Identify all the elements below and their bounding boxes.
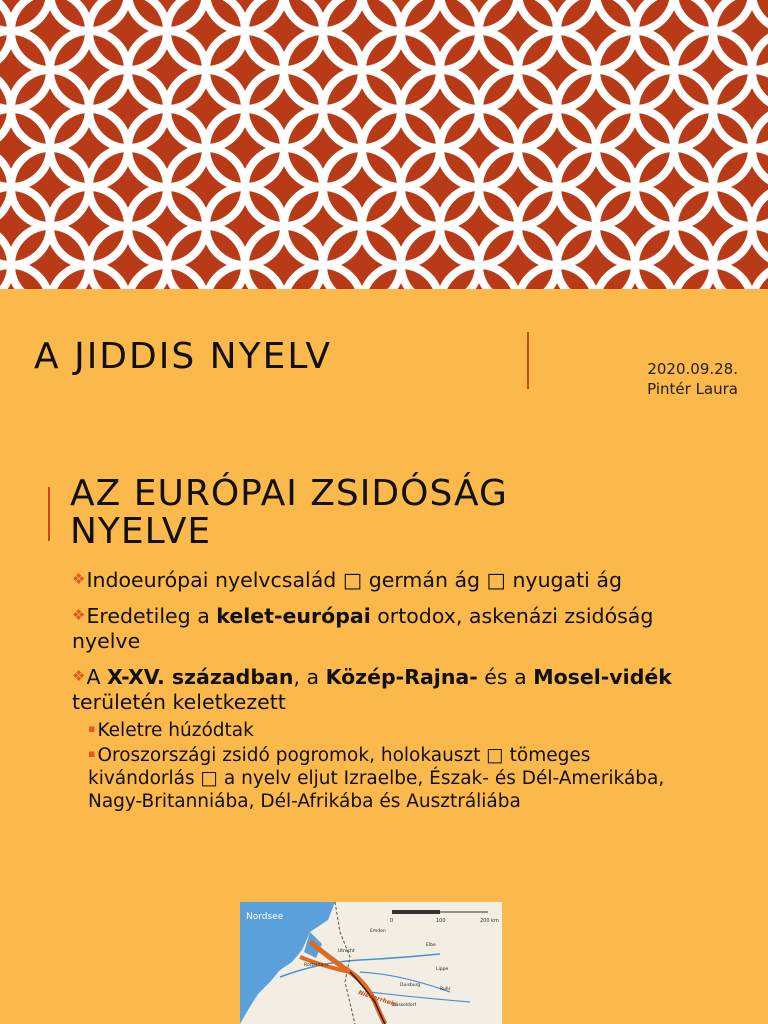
map-label: Lippe — [436, 967, 449, 972]
slide-meta — [647, 359, 738, 399]
list-item: ❖Indoeurópai nyelvcsalád □ germán ág □ nyugati ág — [72, 568, 622, 592]
map-label: Düsseldorf — [392, 1003, 417, 1008]
list-item: ❖Eredetileg a kelet-európai ortodox, askenázi zsidóság nyelve — [72, 604, 654, 653]
sub-list-item: ▪ Oroszországi zsidó pogromok, holokauszt □ tömeges kivándorlás □ a nyelv eljut Izraelbe, Észak- és Dél-Amerikába, Nagy-Britanniába, Dél-Afrikába és Ausztráliába — [88, 745, 665, 812]
map-scale-0: 0 — [390, 918, 394, 924]
sub-list-item: ▪ Keletre húzódtak — [88, 720, 254, 741]
heading-accent-bar — [48, 487, 50, 541]
map-label: Elbe — [426, 943, 436, 948]
bullet-icon: ❖ — [72, 570, 86, 588]
map-label: Duisburg — [400, 983, 421, 988]
map-sea-label: Nordsee — [246, 912, 284, 922]
square-bullet-icon: ▪ — [88, 747, 96, 760]
square-bullet-icon: ▪ — [88, 722, 96, 735]
map-label: Niederrhein — [357, 989, 398, 1009]
bullet-icon: ❖ — [72, 667, 86, 685]
bullet-list — [72, 567, 672, 865]
map-label: Rotterdam — [304, 963, 328, 968]
map-scale-200: 200 km — [480, 918, 499, 924]
map-scale-100: 100 — [436, 918, 446, 924]
slide-author: Pintér Laura — [647, 380, 738, 398]
map-image — [240, 902, 502, 1024]
bullet-icon: ❖ — [72, 606, 86, 624]
section-heading: AZ EURÓPAI ZSIDÓSÁG NYELVE — [70, 473, 508, 552]
decorative-pattern — [0, 0, 768, 289]
map-label: Ruhr — [440, 987, 451, 992]
map-label: Utrecht — [338, 949, 355, 954]
list-item: ❖A X-XV. században, a Közép-Rajna- és a Mosel-vidék területén keletkezett — [72, 665, 672, 714]
slide-date: 2020.09.28. — [647, 360, 738, 378]
slide-title: A JIDDIS NYELV — [34, 336, 333, 377]
title-divider — [527, 332, 529, 389]
map-label: Emden — [370, 929, 386, 934]
title-section — [0, 289, 768, 435]
